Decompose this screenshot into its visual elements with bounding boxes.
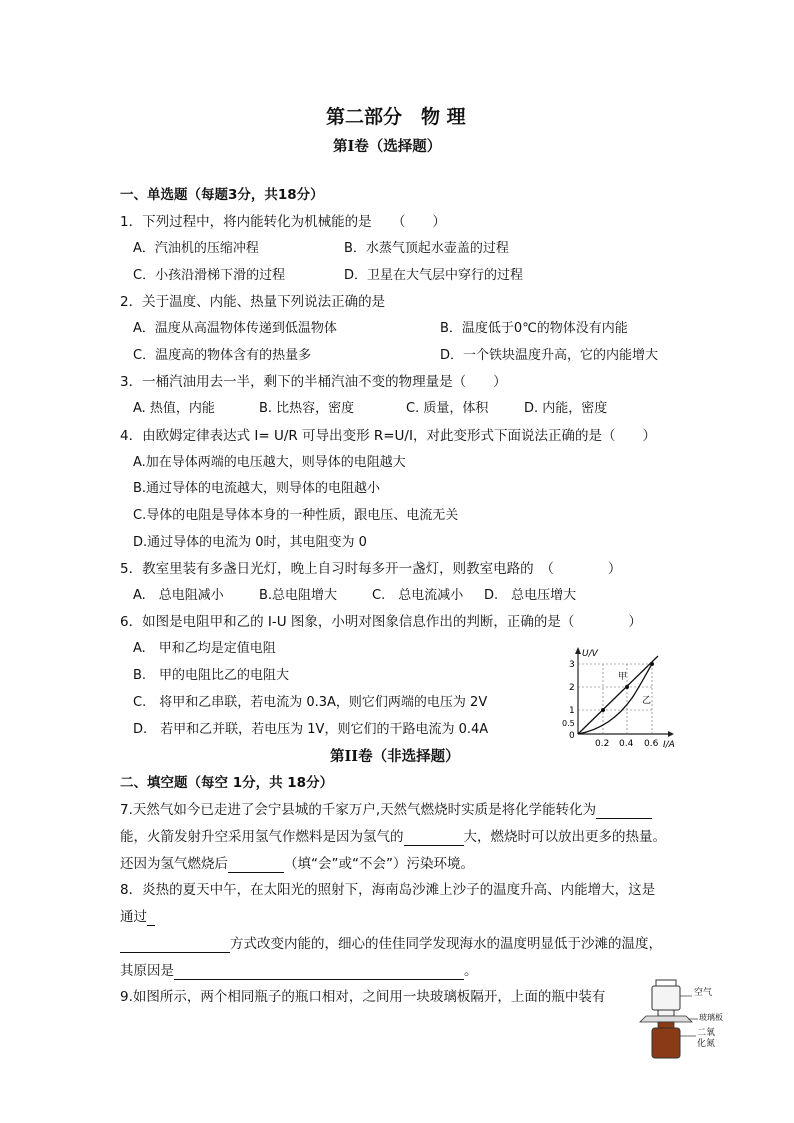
q8-line3-text: 方式改变内能的，细心的佳佳同学发现海水的温度明显低于沙滩的温度，: [230, 936, 662, 952]
lower-bottle-body: [652, 1028, 680, 1058]
label-glass-plate: 玻璃板: [699, 1013, 723, 1022]
y-axis-label: U/V: [582, 649, 598, 659]
q7-line3: [120, 855, 474, 873]
q8-line2-text: 通过: [120, 909, 147, 925]
q8-line2: [120, 908, 155, 926]
q3-option-d: D. 内能，密度: [524, 401, 608, 416]
q8-blank-1[interactable]: [120, 938, 230, 953]
y-tick-0: 0: [569, 731, 575, 741]
y-tick-3: 3: [569, 660, 575, 670]
q5-option-a: A. 总电阻减小: [133, 588, 224, 603]
q7-blank-1[interactable]: [596, 804, 652, 819]
q1-stem: 1．下列过程中，将内能转化为机械能的是 （ ）: [120, 214, 446, 230]
q6-option-c: C. 将甲和乙串联，若电流为 0.3A，则它们两端的电压为 2V: [133, 695, 488, 710]
q3-option-c: C. 质量，体积: [406, 401, 489, 416]
q7-line2b-text: 大，燃烧时可以放出更多的热量。: [463, 829, 666, 845]
upper-bottle-base: [656, 980, 676, 986]
q4-option-d: D.通过导体的电流为 0时，其电阻变为 0: [133, 535, 367, 550]
q7-line1: [120, 801, 652, 819]
q5-option-c: C. 总电流减小: [372, 588, 464, 603]
label-air: 空气: [694, 988, 713, 998]
q8-line3: [120, 935, 662, 953]
q6-option-b: B. 甲的电阻比乙的电阻大: [133, 668, 290, 683]
q8-blank-2[interactable]: [174, 965, 464, 980]
curve-jia: [578, 656, 658, 734]
q7-blank-3[interactable]: [228, 858, 284, 873]
x-axis-arrow: [668, 731, 674, 737]
q5-option-d: D. 总电压增大: [484, 588, 577, 603]
glass-plate: [640, 1016, 692, 1022]
q8-line1: 8．炎热的夏天中午，在太阳光的照射下，海南岛沙滩上沙子的温度升高、内能增大，这是: [120, 882, 656, 898]
q1-option-c: C．小孩沿滑梯下滑的过程: [133, 268, 286, 283]
q5-option-b: B.总电阻增大: [259, 588, 338, 603]
q9-line1: 9.如图所示，两个相同瓶子的瓶口相对，之间用一块玻璃板隔开，上面的瓶中装有: [120, 989, 606, 1005]
upper-bottle-neck: [658, 1010, 674, 1016]
q7-line1-text: 7.天然气如今已走进了会宁县城的千家万户,天然气燃烧时实质是将化学能转化为: [120, 802, 597, 818]
label-no2: 二氧化氮: [697, 1028, 716, 1049]
q4-option-a: A.加在导体两端的电压越大，则导体的电阻越大: [133, 455, 406, 470]
q7-line3b-text: （填“会”或“不会”）污染环境。: [284, 856, 474, 872]
q7-blank-2[interactable]: [404, 831, 464, 846]
q1-option-a: A．汽油机的压缩冲程: [133, 241, 259, 256]
section1-heading: 一、单选题（每题3分，共18分）: [120, 187, 324, 203]
q3-option-b: B. 比热容，密度: [259, 401, 355, 416]
y-axis-arrow: [575, 647, 581, 654]
lower-bottle-neck: [658, 1022, 674, 1028]
point-jia-0.4: [625, 685, 629, 689]
q2-option-d: D．一个铁块温度升高，它的内能增大: [440, 348, 659, 363]
q4-option-b: B.通过导体的电流越大，则导体的电阻越小: [133, 481, 381, 496]
y-tick-0.5: 0.5: [562, 719, 575, 728]
label-jia: 甲: [618, 672, 628, 682]
q3-option-a: A. 热值，内能: [133, 401, 215, 416]
q7-line2a-text: 能，火箭发射升空采用氢气作燃料是因为氢气的: [120, 829, 404, 845]
y-tick-2: 2: [569, 683, 575, 693]
q8-blank-short[interactable]: [147, 911, 155, 926]
point-jia-0.2: [601, 708, 605, 712]
q2-option-a: A．温度从高温物体传递到低温物体: [133, 321, 337, 336]
q2-option-c: C．温度高的物体含有的热量多: [133, 348, 312, 363]
q4-option-c: C.导体的电阻是导体本身的一种性质，跟电压、电流无关: [133, 508, 459, 523]
part2-title: 第II卷（非选择题）: [330, 748, 460, 765]
y-tick-1: 1: [569, 706, 575, 716]
q4-stem: 4．由欧姆定律表达式 I= U/R 可导出变形 R=U/I，对此变形式下面说法正确的是（ ）: [120, 428, 656, 444]
upper-bottle-body: [652, 986, 680, 1010]
x-axis-label: I/A: [663, 740, 675, 748]
x-tick-0.6: 0.6: [644, 739, 659, 748]
q1-option-b: B．水蒸气顶起水壶盖的过程: [344, 241, 509, 256]
q6-option-a: A. 甲和乙均是定值电阻: [133, 641, 276, 656]
page-title: 第二部分 物 理: [326, 106, 466, 128]
q2-option-b: B．温度低于0℃的物体没有内能: [440, 321, 628, 336]
q7-line3a-text: 还因为氢气燃烧后: [120, 856, 228, 872]
q1-option-d: D．卫星在大气层中穿行的过程: [344, 268, 524, 283]
q5-stem: 5．教室里装有多盏日光灯，晚上自习时每多开一盏灯，则教室电路的 （ ）: [120, 561, 622, 577]
x-tick-0.2: 0.2: [595, 739, 610, 748]
part1-title: 第Ⅰ卷（选择题）: [333, 138, 442, 155]
q8-line4-end: 。: [464, 963, 478, 979]
iu-graph-figure: [560, 646, 680, 748]
q8-line4: [120, 962, 478, 980]
q6-stem: 6．如图是电阻甲和乙的 I-U 图象，小明对图象信息作出的判断，正确的是（ ）: [120, 614, 642, 630]
point-yi-0.6: [650, 662, 654, 666]
q2-stem: 2．关于温度、内能、热量下列说法正确的是: [120, 294, 386, 310]
x-tick-0.4: 0.4: [619, 739, 634, 748]
section2-heading: 二、填空题（每空 1分，共 18分）: [120, 775, 334, 791]
label-yi: 乙: [642, 696, 652, 706]
q8-line4-text: 其原因是: [120, 963, 174, 979]
q6-option-d: D. 若甲和乙并联，若电压为 1V，则它们的干路电流为 0.4A: [133, 722, 489, 737]
q3-stem: 3．一桶汽油用去一半，剩下的半桶汽油不变的物理量是（ ）: [120, 374, 507, 390]
q7-line2: [120, 828, 666, 846]
